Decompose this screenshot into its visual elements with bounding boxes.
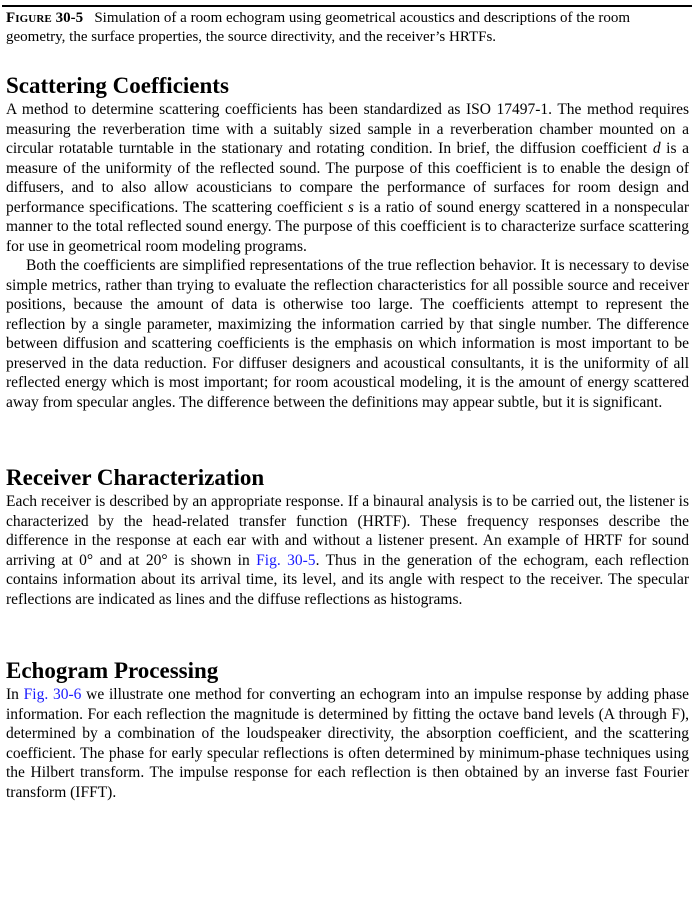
variable-s: s [347, 198, 354, 216]
paragraph-text: we illustrate one method for converting an echogram into an impulse response by adding phase information. For each reflection the magnitude is determined by fitting the octave band levels (A through F), determined by a combination of the loudspeaker directivity, the absorption coefficient, and the scattering coefficient. The phase for early specular reflections is often determined by minimum-phase techniques using the Hilbert transform. The impulse response for each reflection is then obtained by an inverse fast Fourier transform (IFFT). [6, 686, 689, 801]
section-echogram-processing [6, 657, 689, 802]
paragraph-text: is a measure of the uniformity of the reflected sound. The purpose of this coefficient is to enable the design of diffusers, and to also allow acousticians to compare the performance of surfaces for room design and performance specifications. The scattering coefficient [6, 140, 689, 216]
section-heading: Echogram Processing [6, 658, 219, 683]
paragraph-text: Each receiver is described by an appropriate response. If a binaural analysis is to be carried out, the listener is characterized by the head-related transfer function (HRTF). These frequency responses describe the difference in the response at each ear with and without a listener present. An example of HRTF for sound arriving at 0° and at 20° is shown in [6, 493, 689, 569]
figure-link-30-6[interactable]: Fig. 30-6 [23, 686, 82, 703]
figure-label: Figure [6, 10, 52, 26]
paragraph-text: is a ratio of sound energy scattered in a nonspecular manner to the total reflected sound energy. The purpose of this coefficient is to characterize surface scattering for use in geometrical room modeling programs. [6, 198, 689, 255]
figure-number: 30-5 [55, 10, 84, 26]
paragraph-text: A method to determine scattering coefficients has been standardized as ISO 17497-1. The method requires measuring the reverberation time with a suitably sized sample in a reverberation chamber mounted on a circular rotatable turntable in the stationary and rotating condition. In brief, the diffusion coefficient [6, 101, 689, 157]
section-heading: Scattering Coefficients [6, 73, 229, 98]
section-scattering-coefficients [6, 72, 689, 412]
paragraph [6, 492, 689, 609]
paragraph-text: In [6, 686, 24, 703]
figure-caption [6, 9, 688, 47]
paragraph [6, 100, 689, 256]
variable-d: d [652, 140, 661, 157]
paragraph-text: . Thus in the generation of the echogram, each reflection contains information about its arrival time, its level, and its angle with respect to the receiver. The specular reflections are indicated as lines and the diffuse reflections as histograms. [6, 551, 689, 608]
section-receiver-characterization [6, 464, 689, 609]
top-rule [2, 5, 692, 7]
paragraph: Both the coefficients are simplified representations of the true reflection behavior. It is necessary to devise simple metrics, rather than trying to evaluate the reflection characteristics for all possible source and receiver positions, because the amount of data is otherwise too large. The coefficients attempt to represent the reflection by a single parameter, maximizing the information carried by that single number. The difference between diffusion and scattering coefficients is the emphasis on which information is most important to be preserved in the data reduction. For diffuser designers and acoustical consultants, it is the uniformity of all reflected energy which is most important; for room acoustical modeling, it is the amount of energy scattered away from specular angles. The difference between the definitions may appear subtle, but it is significant. [6, 257, 689, 411]
figure-link-30-5[interactable]: Fig. 30-5 [256, 551, 316, 569]
section-heading: Receiver Characterization [6, 465, 265, 490]
paragraph [6, 685, 689, 802]
figure-caption-text: Simulation of a room echogram using geometrical acoustics and descriptions of the room geometry, the surface properties, the source directivity, and the receiver’s HRTFs. [6, 10, 631, 45]
